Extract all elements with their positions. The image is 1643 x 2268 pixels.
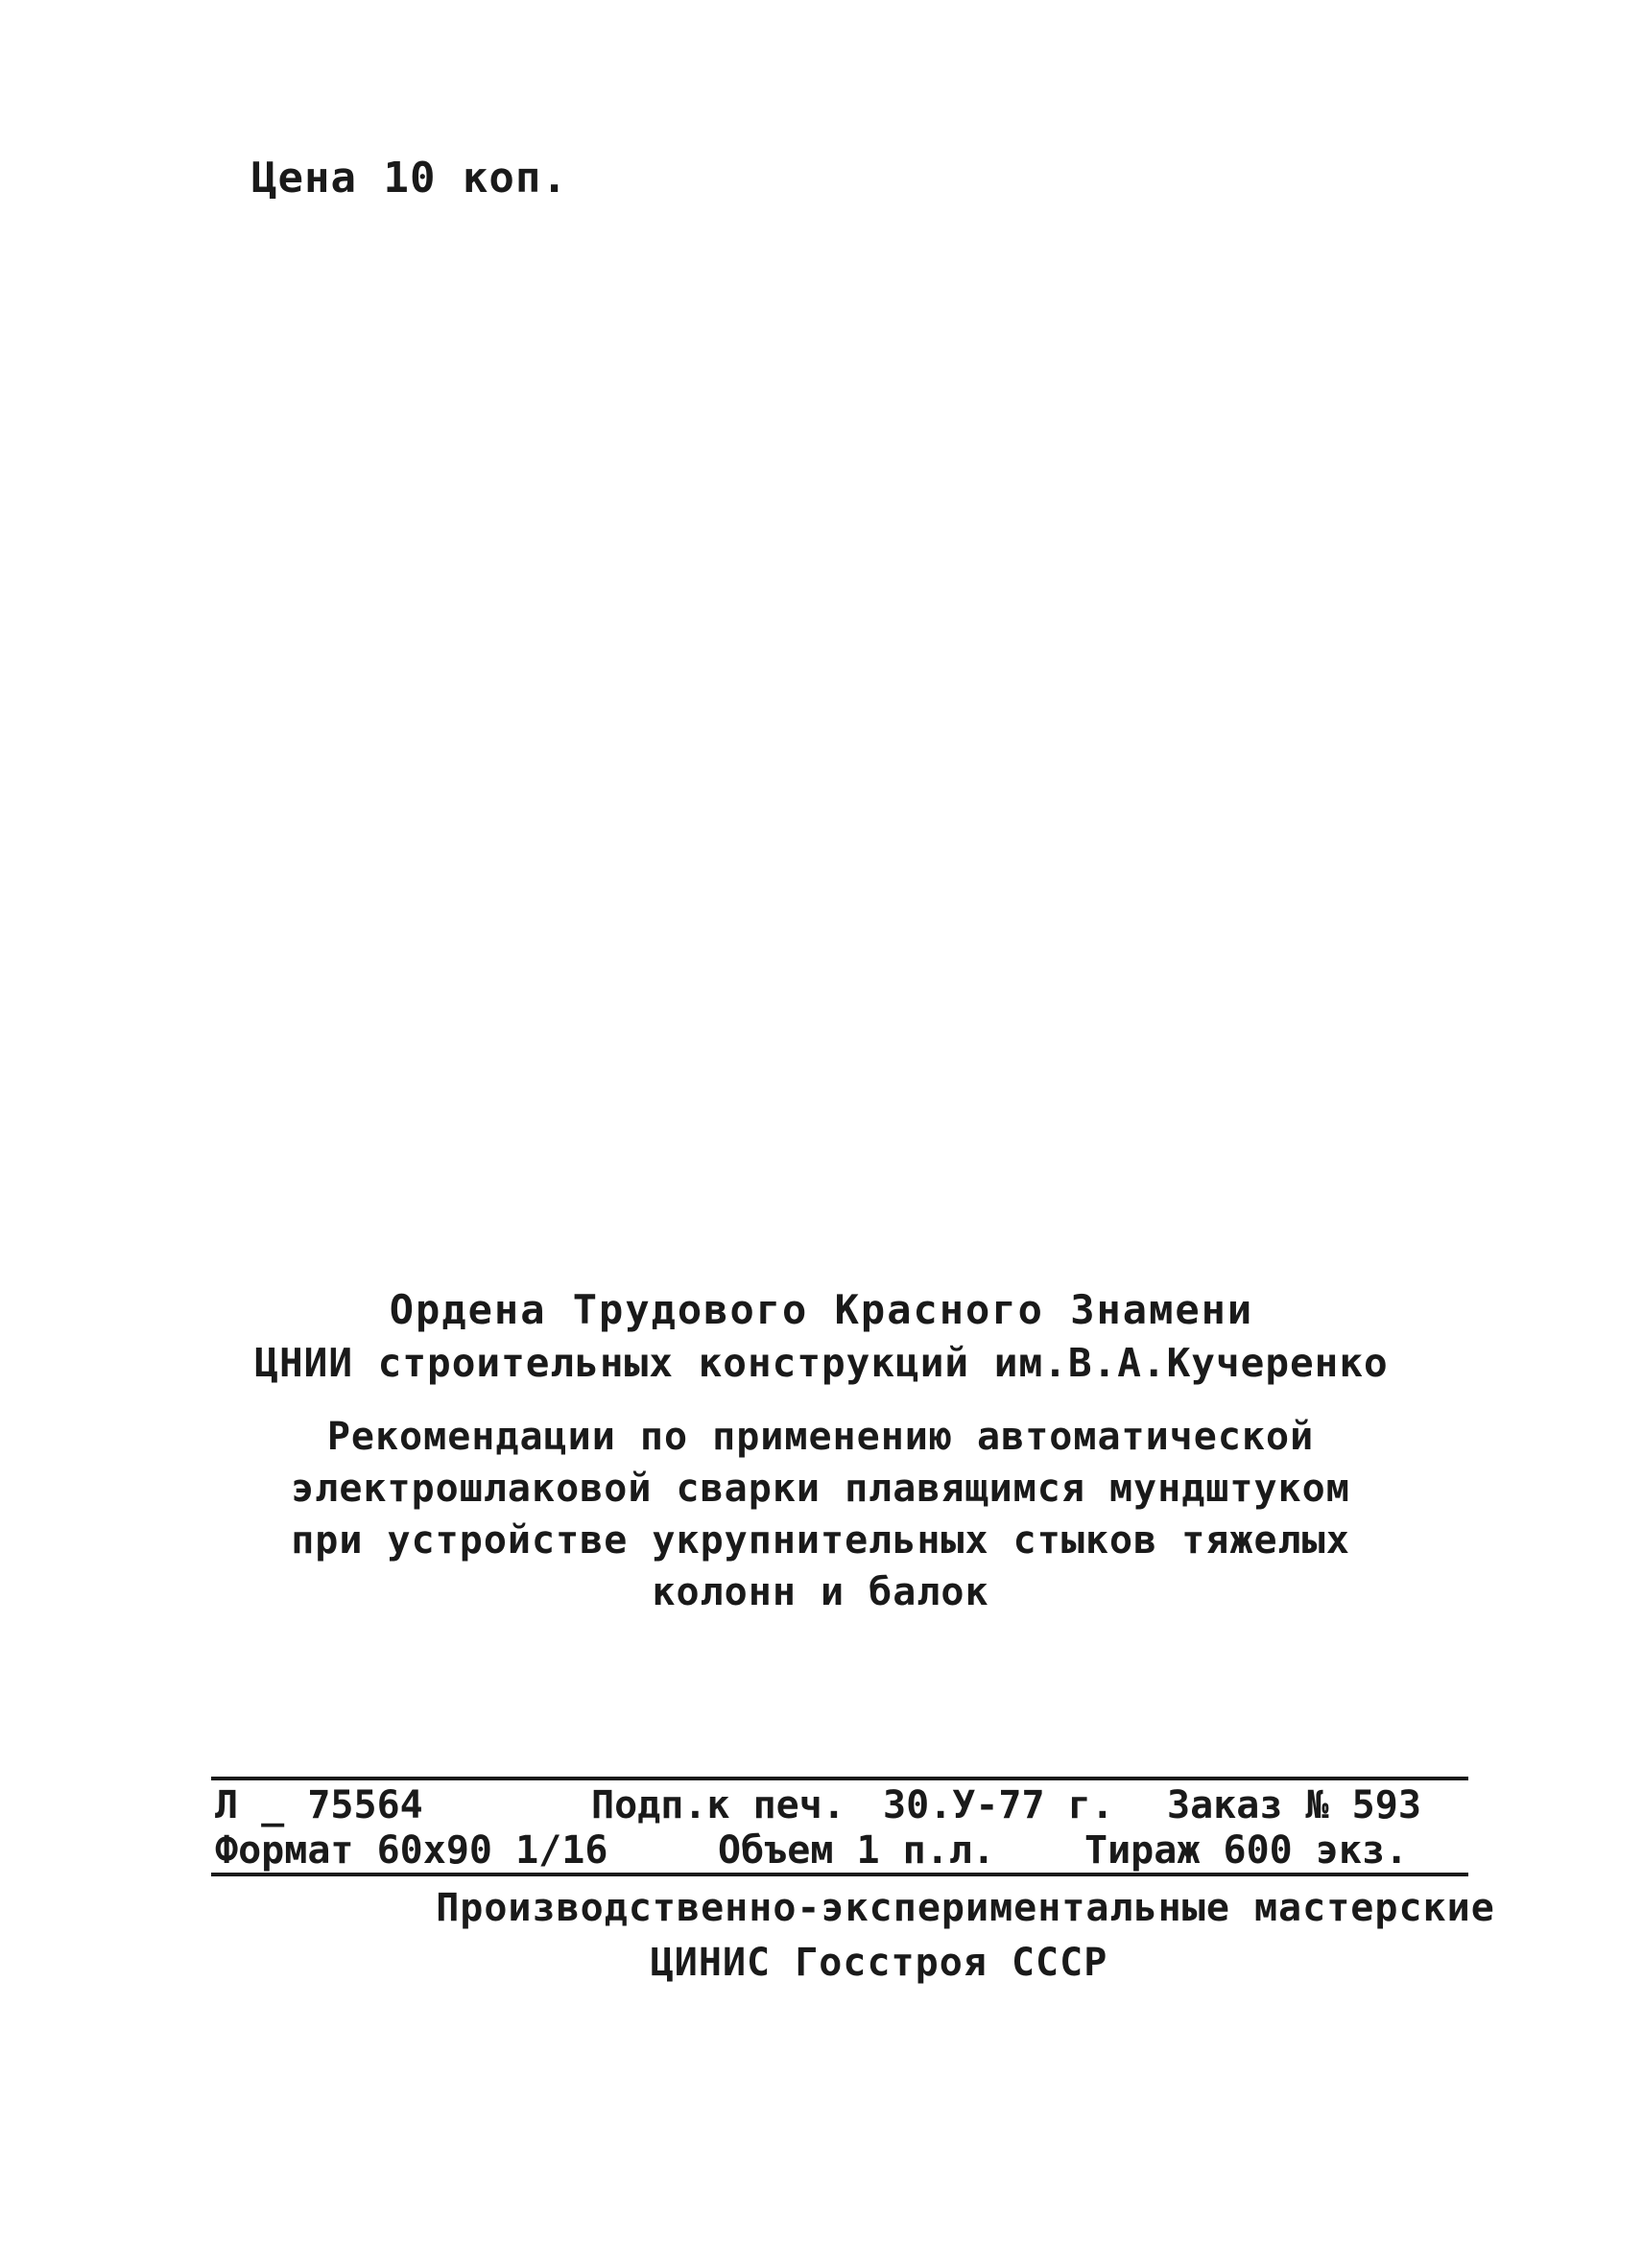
publisher-line-1: Производственно-экспериментальные мастерские <box>436 1886 1495 1930</box>
title-line-1: Рекомендации по применению автоматической <box>326 1415 1315 1459</box>
document-title <box>269 1411 1372 1618</box>
volume: Объем 1 п.л. <box>718 1828 995 1873</box>
title-line-4: колонн и балок <box>652 1570 989 1614</box>
signed-to-print-label: Подп.к печ. <box>591 1783 845 1827</box>
publisher-line-2: ЦИНИС Госстроя СССР <box>650 1941 1108 1985</box>
print-run: Тираж 600 экз. <box>1084 1828 1409 1873</box>
price-label: Цена 10 коп. <box>251 154 568 203</box>
license-number: Л _ 75564 <box>215 1783 423 1827</box>
imprint-bottom-rule <box>211 1873 1468 1876</box>
organization-award-line: Ордена Трудового Красного Знамени <box>389 1286 1254 1333</box>
paper-format: Формат 60х90 1/16 <box>215 1828 608 1873</box>
organization-name-line: ЦНИИ строительных конструкций им.В.А.Кучеренко <box>254 1340 1389 1386</box>
title-line-3: при устройстве укрупнительных стыков тяжелых <box>291 1518 1350 1563</box>
signed-date: 30.У-77 г. <box>883 1783 1114 1827</box>
title-line-2: электрошлаковой сварки плавящимся мундштуком <box>291 1467 1350 1511</box>
imprint-top-rule <box>211 1777 1468 1780</box>
order-number: Заказ № 593 <box>1167 1783 1421 1827</box>
